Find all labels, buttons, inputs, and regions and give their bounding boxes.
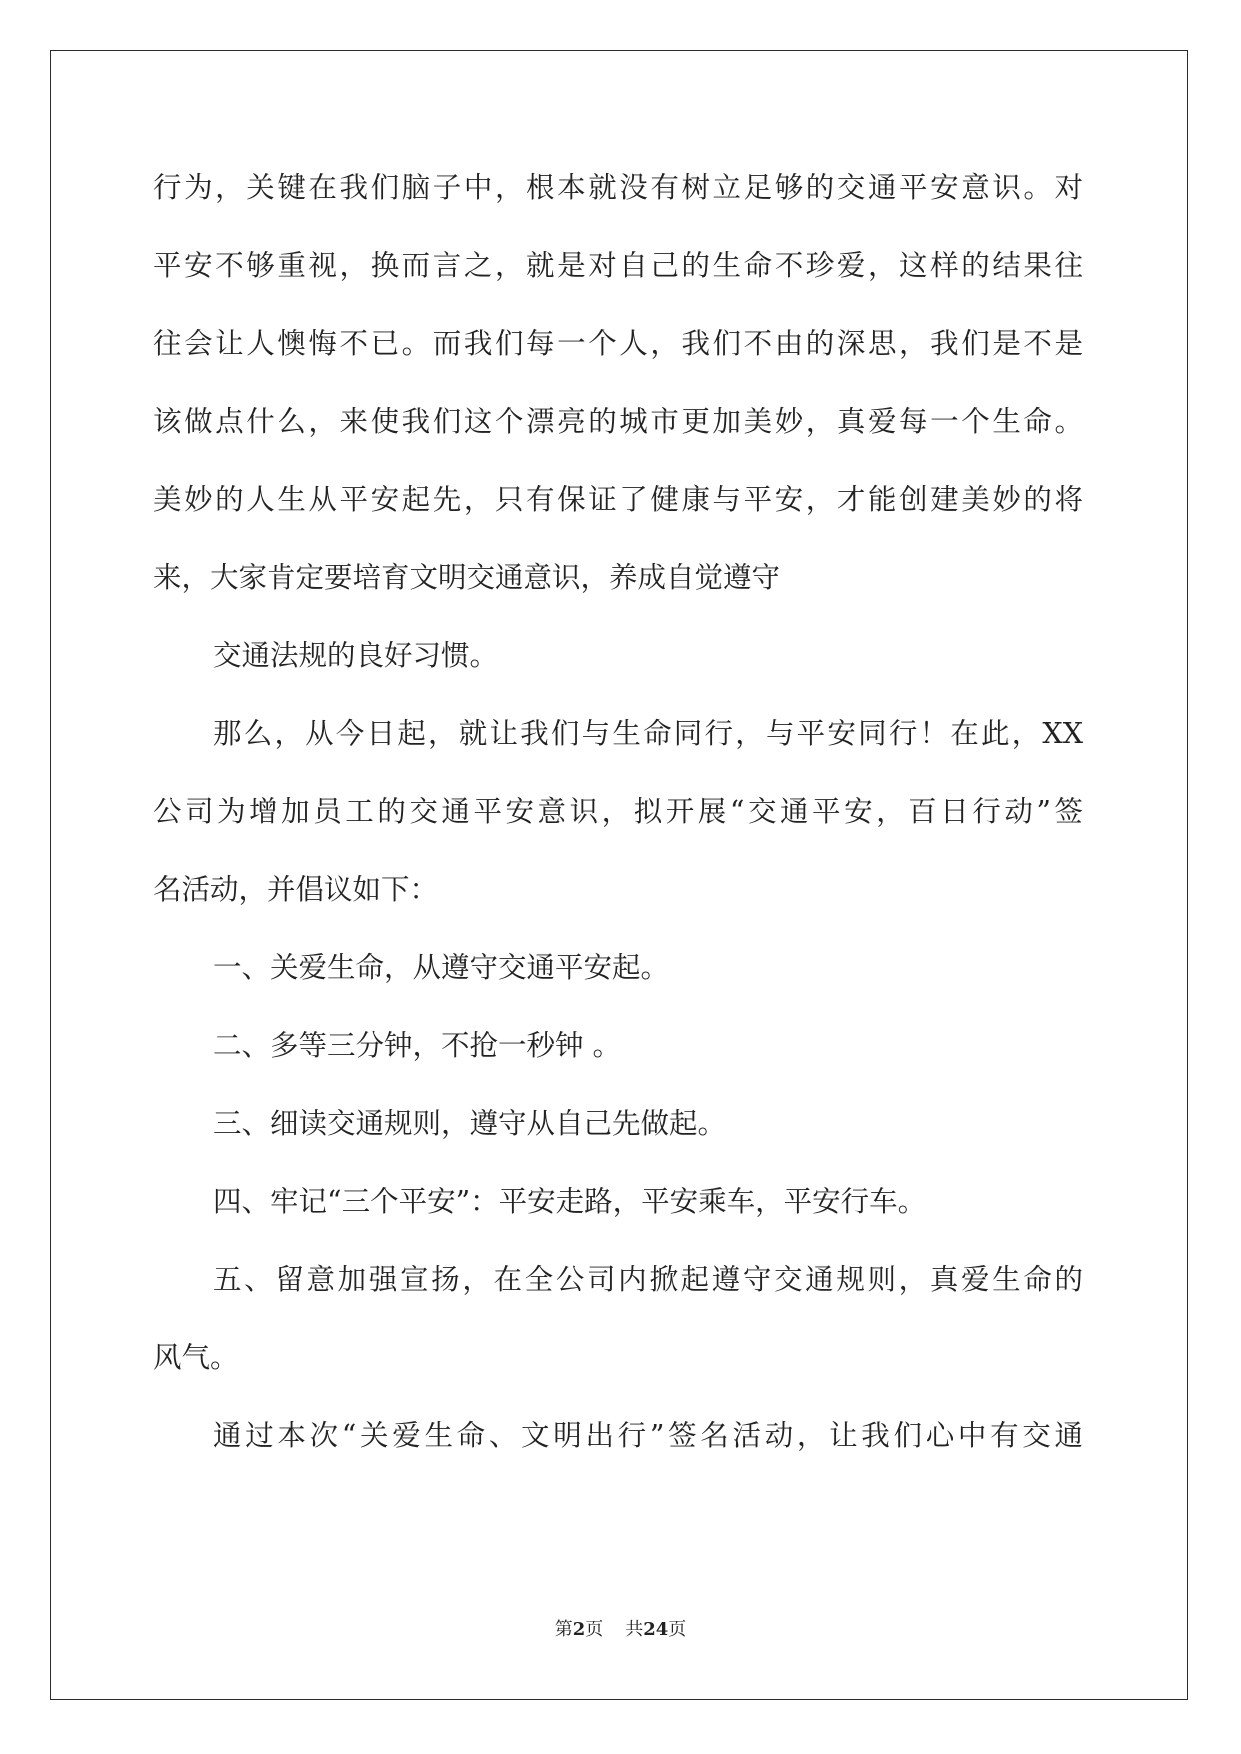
list-item-1: 一、关爱生命，从遵守交通平安起。 bbox=[213, 951, 670, 984]
footer-total-unit: 页 bbox=[668, 1619, 687, 1640]
body-line-5: 美妙的人生从平安起先，只有保证了健康与平安，才能创建美妙的将 bbox=[153, 483, 1083, 516]
body-line-11: 通过本次“关爱生命、文明出行”签名活动，让我们心中有交通 bbox=[213, 1419, 1083, 1452]
body-line-7: 交通法规的良好习惯。 bbox=[213, 639, 499, 672]
list-item-4: 四、牢记“三个平安”：平安走路，平安乘车，平安行车。 bbox=[213, 1185, 927, 1218]
list-item-2: 二、多等三分钟，不抢一秒钟 。 bbox=[213, 1029, 622, 1062]
body-line-1: 行为，关键在我们脑子中，根本就没有树立足够的交通平安意识。对 bbox=[153, 171, 1083, 204]
footer-total-prefix: 共 bbox=[625, 1619, 644, 1640]
footer-page-unit: 页 bbox=[585, 1619, 604, 1640]
page-footer bbox=[0, 1615, 1241, 1641]
list-item-3: 三、细读交通规则，遵守从自己先做起。 bbox=[213, 1107, 727, 1140]
footer-total-pages: 24 bbox=[643, 1619, 669, 1640]
body-line-2: 平安不够重视，换而言之，就是对自己的生命不珍爱，这样的结果往 bbox=[153, 249, 1083, 282]
footer-page-number: 2 bbox=[572, 1619, 586, 1640]
footer-page-prefix: 第 bbox=[554, 1619, 573, 1640]
body-line-10: 名活动，并倡议如下： bbox=[153, 873, 439, 906]
list-item-5-continued: 风气。 bbox=[153, 1341, 239, 1374]
body-line-8: 那么，从今日起，就让我们与生命同行，与平安同行！在此，XX bbox=[213, 717, 1083, 750]
body-line-4: 该做点什么，来使我们这个漂亮的城市更加美妙，真爱每一个生命。 bbox=[153, 405, 1083, 438]
body-line-9: 公司为增加员工的交通平安意识，拟开展“交通平安，百日行动”签 bbox=[153, 795, 1083, 828]
body-line-6: 来，大家肯定要培育文明交通意识，养成自觉遵守 bbox=[153, 561, 781, 594]
body-line-3: 往会让人懊悔不已。而我们每一个人，我们不由的深思，我们是不是 bbox=[153, 327, 1083, 360]
list-item-5: 五、留意加强宣扬，在全公司内掀起遵守交通规则，真爱生命的 bbox=[213, 1263, 1083, 1296]
